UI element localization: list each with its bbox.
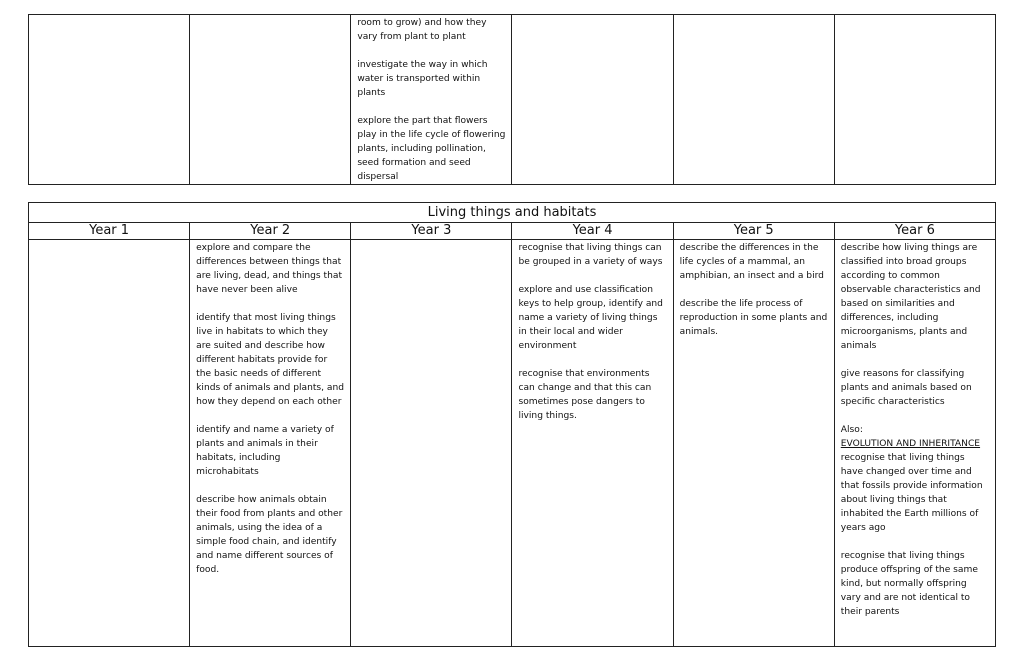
- year-header-3: Year 3: [351, 223, 512, 240]
- paragraph: explore and compare the differences between things that are living, dead, and things that have never been alive: [196, 243, 343, 295]
- year3-cell: [351, 240, 512, 647]
- paragraph: describe the differences in the life cycles of a mammal, an amphibian, an insect and a bird: [679, 243, 824, 281]
- paragraph: investigate the way in which water is transported within plants: [357, 60, 488, 98]
- paragraph: recognise that living things produce offspring of the same kind, but normally offspring vary and are not identical to their parents: [840, 551, 978, 617]
- living-things-table: [28, 202, 996, 647]
- plants-continuation-table: [28, 14, 996, 185]
- top-cell-year4: [512, 15, 673, 185]
- paragraph: give reasons for classifying plants and animals based on specific characteristics: [840, 369, 972, 407]
- paragraph: explore the part that flowers play in the life cycle of flowering plants, including pollination, seed formation and seed dispersal: [357, 116, 506, 182]
- plants-continuation-row: [29, 15, 996, 185]
- year6-cell: [834, 240, 995, 647]
- year-header-5: Year 5: [673, 223, 834, 240]
- paragraph: recognise that living things have changed over time and that fossils provide information about living things that inhabited the Earth millions of years ago: [840, 453, 983, 533]
- year5-cell: [673, 240, 834, 647]
- year-header-row: [29, 223, 996, 240]
- year6-classification-paragraphs: [841, 241, 989, 409]
- year-header-4: Year 4: [512, 223, 673, 240]
- also-label: Also:: [840, 425, 863, 435]
- paragraph: describe how living things are classified into broad groups according to common observable characteristics and based on similarities and differences, including microorganisms, plants and animals: [840, 243, 981, 351]
- section-title: Living things and habitats: [29, 203, 996, 223]
- paragraph: room to grow) and how they vary from plant to plant: [357, 18, 487, 42]
- year1-cell: [29, 240, 190, 647]
- year-header-2: Year 2: [190, 223, 351, 240]
- year-header-6: Year 6: [834, 223, 995, 240]
- paragraph: identify and name a variety of plants and animals in their habitats, including microhabitats: [196, 425, 334, 477]
- top-cell-year5: [673, 15, 834, 185]
- top-cell-year6: [834, 15, 995, 185]
- evolution-paragraphs: [841, 451, 989, 619]
- year-header-1: Year 1: [29, 223, 190, 240]
- paragraph: recognise that living things can be grouped in a variety of ways: [518, 243, 663, 267]
- paragraph: describe the life process of reproduction in some plants and animals.: [679, 299, 828, 337]
- paragraph: explore and use classification keys to help group, identify and name a variety of living things in their local and wider environment: [518, 285, 663, 351]
- paragraph: identify that most living things live in habitats to which they are suited and describe how different habitats provide for the basic needs of different kinds of animals and plants, and how they depend on each other: [196, 313, 345, 407]
- top-cell-year1: [29, 15, 190, 185]
- year2-cell: [190, 240, 351, 647]
- year4-cell: [512, 240, 673, 647]
- section-title-row: [29, 203, 996, 223]
- paragraph: recognise that environments can change and that this can sometimes pose dangers to living things.: [518, 369, 652, 421]
- paragraph: describe how animals obtain their food from plants and other animals, using the idea of a simple food chain, and identify and name different sources of food.: [196, 495, 343, 575]
- content-row: [29, 240, 996, 647]
- top-cell-year3: [351, 15, 512, 185]
- evolution-heading: EVOLUTION AND INHERITANCE: [840, 439, 981, 449]
- top-cell-year2: [190, 15, 351, 185]
